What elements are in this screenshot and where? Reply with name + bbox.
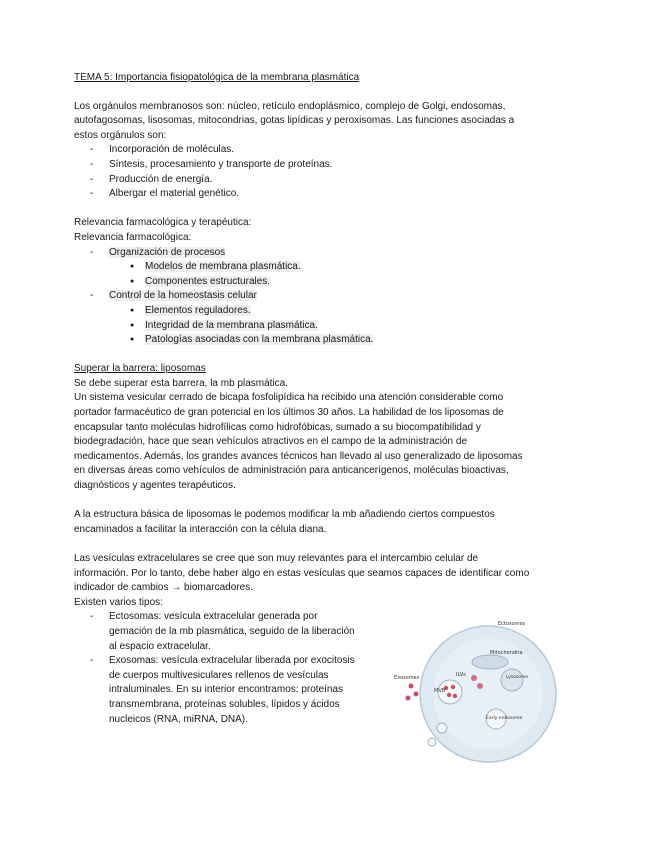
structure-paragraph: A la estructura básica de liposomas le podemos modificar la mb añadiendo ciertos compuestos encaminados a facilitar la interacción con la célula diana.	[74, 509, 495, 535]
org-label: Organización de procesos	[109, 246, 226, 258]
list-item: - Ectosomas: vesícula extracelular generada por gemación de la mb plasmática, seguido de la liberación al espacio extracelular.	[74, 610, 359, 654]
list-item	[74, 246, 534, 290]
list-item: - Albergar el material genético.	[74, 187, 534, 202]
sub-item-text: Modelos de membrana plasmática.	[145, 261, 301, 273]
relevance-heading: Relevancia farmacológica y terapéutica:	[74, 217, 252, 229]
list-item	[74, 319, 534, 334]
types-section	[74, 610, 534, 727]
vesicles-paragraph: Las vesículas extracelulares se cree que son muy relevantes para el intercambio celular de información. Por lo tanto, debe haber algo en estas vesículas que seamos capaces de identificar como indicador de cambios → biomarcadores.	[74, 553, 530, 594]
document-page	[74, 71, 534, 727]
list-item: - Incorporación de moléculas.	[74, 143, 534, 158]
pharma-list	[74, 246, 534, 348]
types-heading: Existen varios tipos:	[74, 596, 163, 608]
pharma-heading: Relevancia farmacológica:	[74, 231, 192, 243]
figure-label: Exosomes	[394, 675, 420, 682]
list-item: - Exosomas: vesícula extracelular liberada por exocitosis de cuerpos multivesiculares rellenos de vesículas intraluminales. En su interior encontramos: proteínas transmembrana, proteínas solubles, lípidos y ácidos nucleicos (RNA, miRNA, DNA).	[74, 654, 359, 727]
list-item	[74, 304, 534, 319]
list-item	[74, 275, 534, 290]
functions-list	[74, 143, 534, 201]
exosome-diagram	[394, 616, 562, 766]
figure-label: ILVs	[456, 672, 466, 679]
page-title: TEMA 5: Importancia fisiopatológica de la membrana plasmática	[74, 72, 360, 83]
sub-item-text: Componentes estructurales.	[145, 275, 271, 287]
intro-paragraph: Los orgánulos membranosos son: núcleo, retículo endoplásmico, complejo de Golgi, endosomas, autofagosomas, lisosomas, mitocondrias, gotas lipídicas y peroxisomas. Las funciones asociadas a estos orgánulos son:	[74, 100, 515, 141]
figure-label: Mitochondria	[490, 650, 523, 657]
figure-label: Lysosome	[506, 675, 529, 681]
list-item: - Producción de energía.	[74, 173, 534, 188]
figure-label: Early endosome	[486, 716, 523, 722]
list-item: - Síntesis, procesamiento y transporte de proteínas.	[74, 158, 534, 173]
list-item	[74, 333, 534, 348]
figure-label: MVB	[434, 688, 446, 695]
types-list	[74, 610, 359, 727]
sub-item-text: Patologías asociadas con la membrana plasmática.	[145, 334, 374, 346]
figure-label: Ectosomes	[498, 621, 526, 628]
list-item	[74, 260, 534, 275]
list-item	[74, 289, 534, 347]
sub-item-text: Elementos reguladores.	[145, 304, 251, 316]
lysosome-shape	[501, 669, 523, 691]
barrier-heading: Superar la barrera: liposomas	[74, 363, 206, 375]
barrier-paragraph: Un sistema vesicular cerrado de bicapa fosfolipídica ha recibido una atención considerable como portador farmacéutico de gran potencial en los últimos 30 años. La habilidad de los liposomas de encapsular tanto moléculas hidrofílicas como hidrofóbicas, sumado a su biocompatibilidad y biodegradación, hace que sean vehículos atractivos en el campo de la administración de medicamentos. Además, los grandes avances técnicos han llevado al uso generalizado de liposomas en diversas áreas como vehículos de administración para anticancerígenos, moléculas bioactivas, diagnósticos y agentes terapéuticos.	[74, 392, 523, 492]
control-label: Control de la homeostasis celular	[109, 290, 257, 302]
barrier-line: Se debe superar esta barrera, la mb plasmática.	[74, 377, 288, 389]
sub-item-text: Integridad de la membrana plasmática.	[145, 319, 318, 331]
mitochondria-shape	[472, 655, 508, 669]
